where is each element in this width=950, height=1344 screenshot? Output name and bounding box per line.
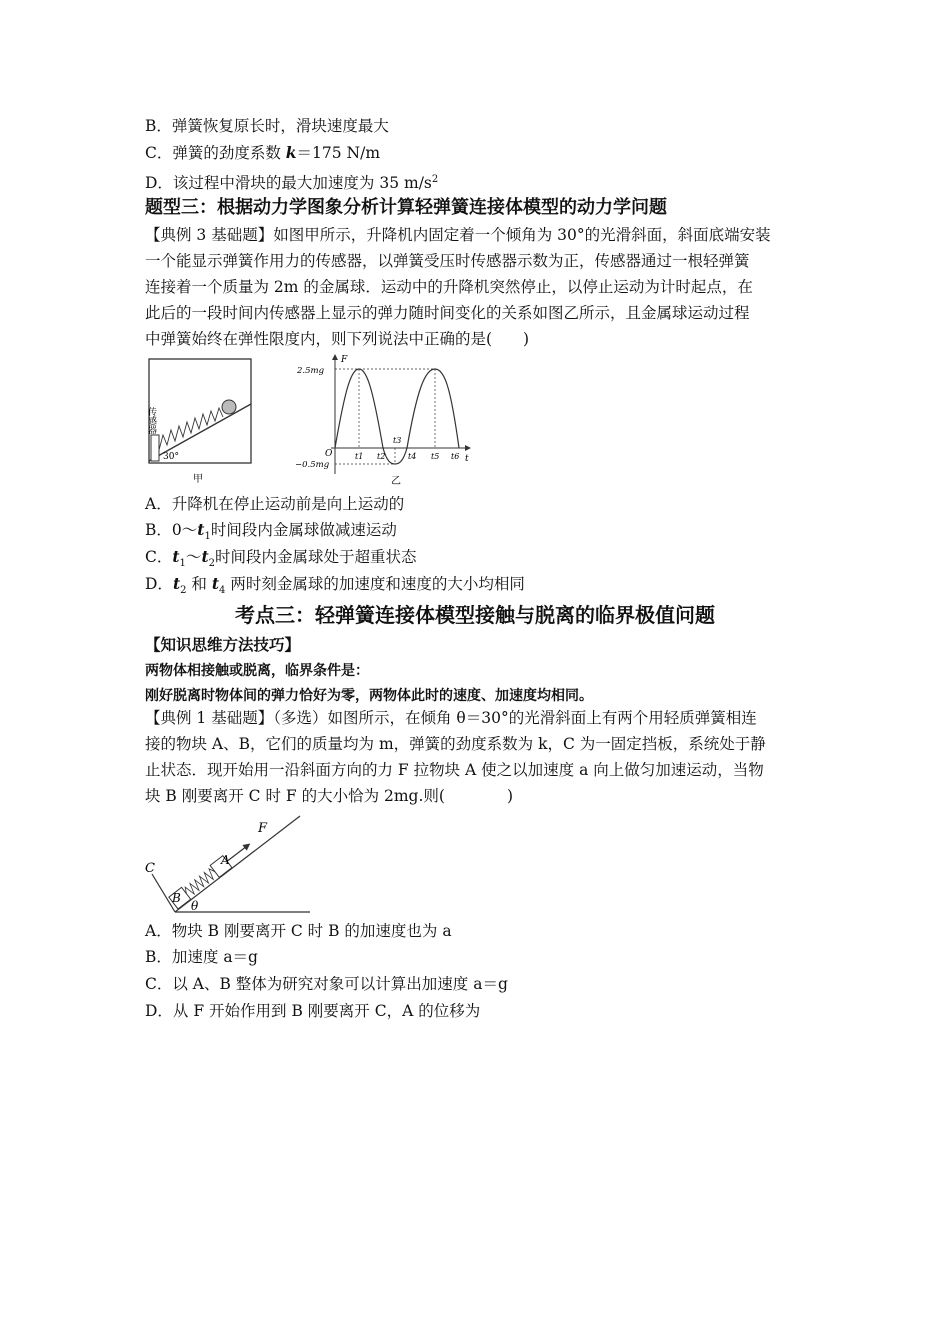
figure-incline-sensor [145, 355, 255, 487]
tick-t6: t6 [451, 452, 460, 461]
example1-line: 接的物块 A、B，它们的质量均为 m，弹簧的劲度系数为 k，C 为一固定挡板，系统处于静 [145, 735, 766, 753]
origin-label: O [325, 449, 333, 459]
tips-header: 【知识思维方法技巧】 [145, 635, 301, 654]
label-theta: θ [191, 899, 199, 913]
tips-line: 两物体相接触或脱离，临界条件是： [145, 663, 369, 679]
option-c: C．$t_1\sim t_2$时间段内金属球处于超重状态 [145, 547, 417, 570]
option-d-prev: D．该过程中滑块的最大加速度为 35 $m/s^2$ [145, 174, 439, 193]
tick-t5: t5 [431, 452, 440, 461]
sensor-label: 传感器 [146, 407, 156, 434]
angle-label: 30° [163, 452, 179, 462]
option-c-prev: C．弹簧的劲度系数 k＝175 N/m [145, 143, 381, 162]
example3-line: 【典例 3 基础题】如图甲所示，升降机内固定着一个倾角为 30°的光滑斜面，斜面底端安装 [145, 226, 771, 244]
figure-incline-blocks [140, 812, 320, 917]
example1-line: 止状态．现开始用一沿斜面方向的力 F 拉物块 A 使之以加速度 a 向上做匀加速运动，当物 [145, 761, 764, 779]
option-b-prev: B．弹簧恢复原长时，滑块速度最大 [145, 117, 389, 135]
y-min-label: −0.5mg [295, 460, 330, 470]
tips-line: 刚好脱离时物体间的弹力恰好为零，两物体此时的速度、加速度均相同。 [145, 688, 593, 704]
example1-line: 块 B 刚要离开 C 时 F 的大小恰为 2mg.则( ) [145, 787, 513, 805]
option-b: B．加速度 a＝g [145, 948, 258, 966]
option-d: D．$t_2$ 和 $t_4$ 两时刻金属球的加速度和速度的大小均相同 [145, 574, 525, 597]
kaodian-title: 考点三：轻弹簧连接体模型接触与脱离的临界极值问题 [235, 603, 715, 627]
figure-force-time-graph [295, 350, 475, 490]
label-b: B [172, 891, 181, 905]
example3-line: 一个能显示弹簧作用力的传感器，以弹簧受压时传感器示数为正，传感器通过一根轻弹簧 [145, 252, 750, 270]
section-title: 题型三：根据动力学图象分析计算轻弹簧连接体模型的动力学问题 [145, 197, 667, 218]
example3-line: 此后的一段时间内传感器上显示的弹力随时间变化的关系如图乙所示，且金属球运动过程 [145, 304, 750, 322]
x-axis-label: t [465, 454, 469, 464]
option-a: A．升降机在停止运动前是向上运动的 [145, 495, 405, 513]
y-axis-label: F [341, 355, 348, 365]
tick-t4: t4 [408, 452, 417, 461]
tick-t3: t3 [393, 436, 402, 445]
option-d: D．从 F 开始作用到 B 刚要离开 C，A 的位移为 [145, 1002, 481, 1020]
label-f: F [258, 821, 268, 836]
y-max-label: 2.5mg [297, 366, 325, 376]
example3-line: 连接着一个质量为 2m 的金属球．运动中的升降机突然停止，以停止运动为计时起点，在 [145, 278, 753, 296]
figure-caption: 乙 [391, 476, 401, 487]
tick-t1: t1 [355, 452, 364, 461]
figure-caption: 甲 [193, 474, 203, 485]
tick-t2: t2 [377, 452, 386, 461]
example3-line: 中弹簧始终在弹性限度内，则下列说法中正确的是( ) [145, 330, 530, 348]
label-a: A [221, 853, 230, 867]
option-c: C．以 A、B 整体为研究对象可以计算出加速度 a＝g [145, 975, 508, 993]
label-c: C [145, 861, 155, 876]
example1-line: 【典例 1 基础题】（多选）如图所示，在倾角 θ＝30°的光滑斜面上有两个用轻质弹簧相连 [145, 709, 757, 727]
option-a: A．物块 B 刚要离开 C 时 B 的加速度也为 a [145, 922, 452, 940]
option-b: B．$0\sim t_1$时间段内金属球做减速运动 [145, 520, 397, 543]
